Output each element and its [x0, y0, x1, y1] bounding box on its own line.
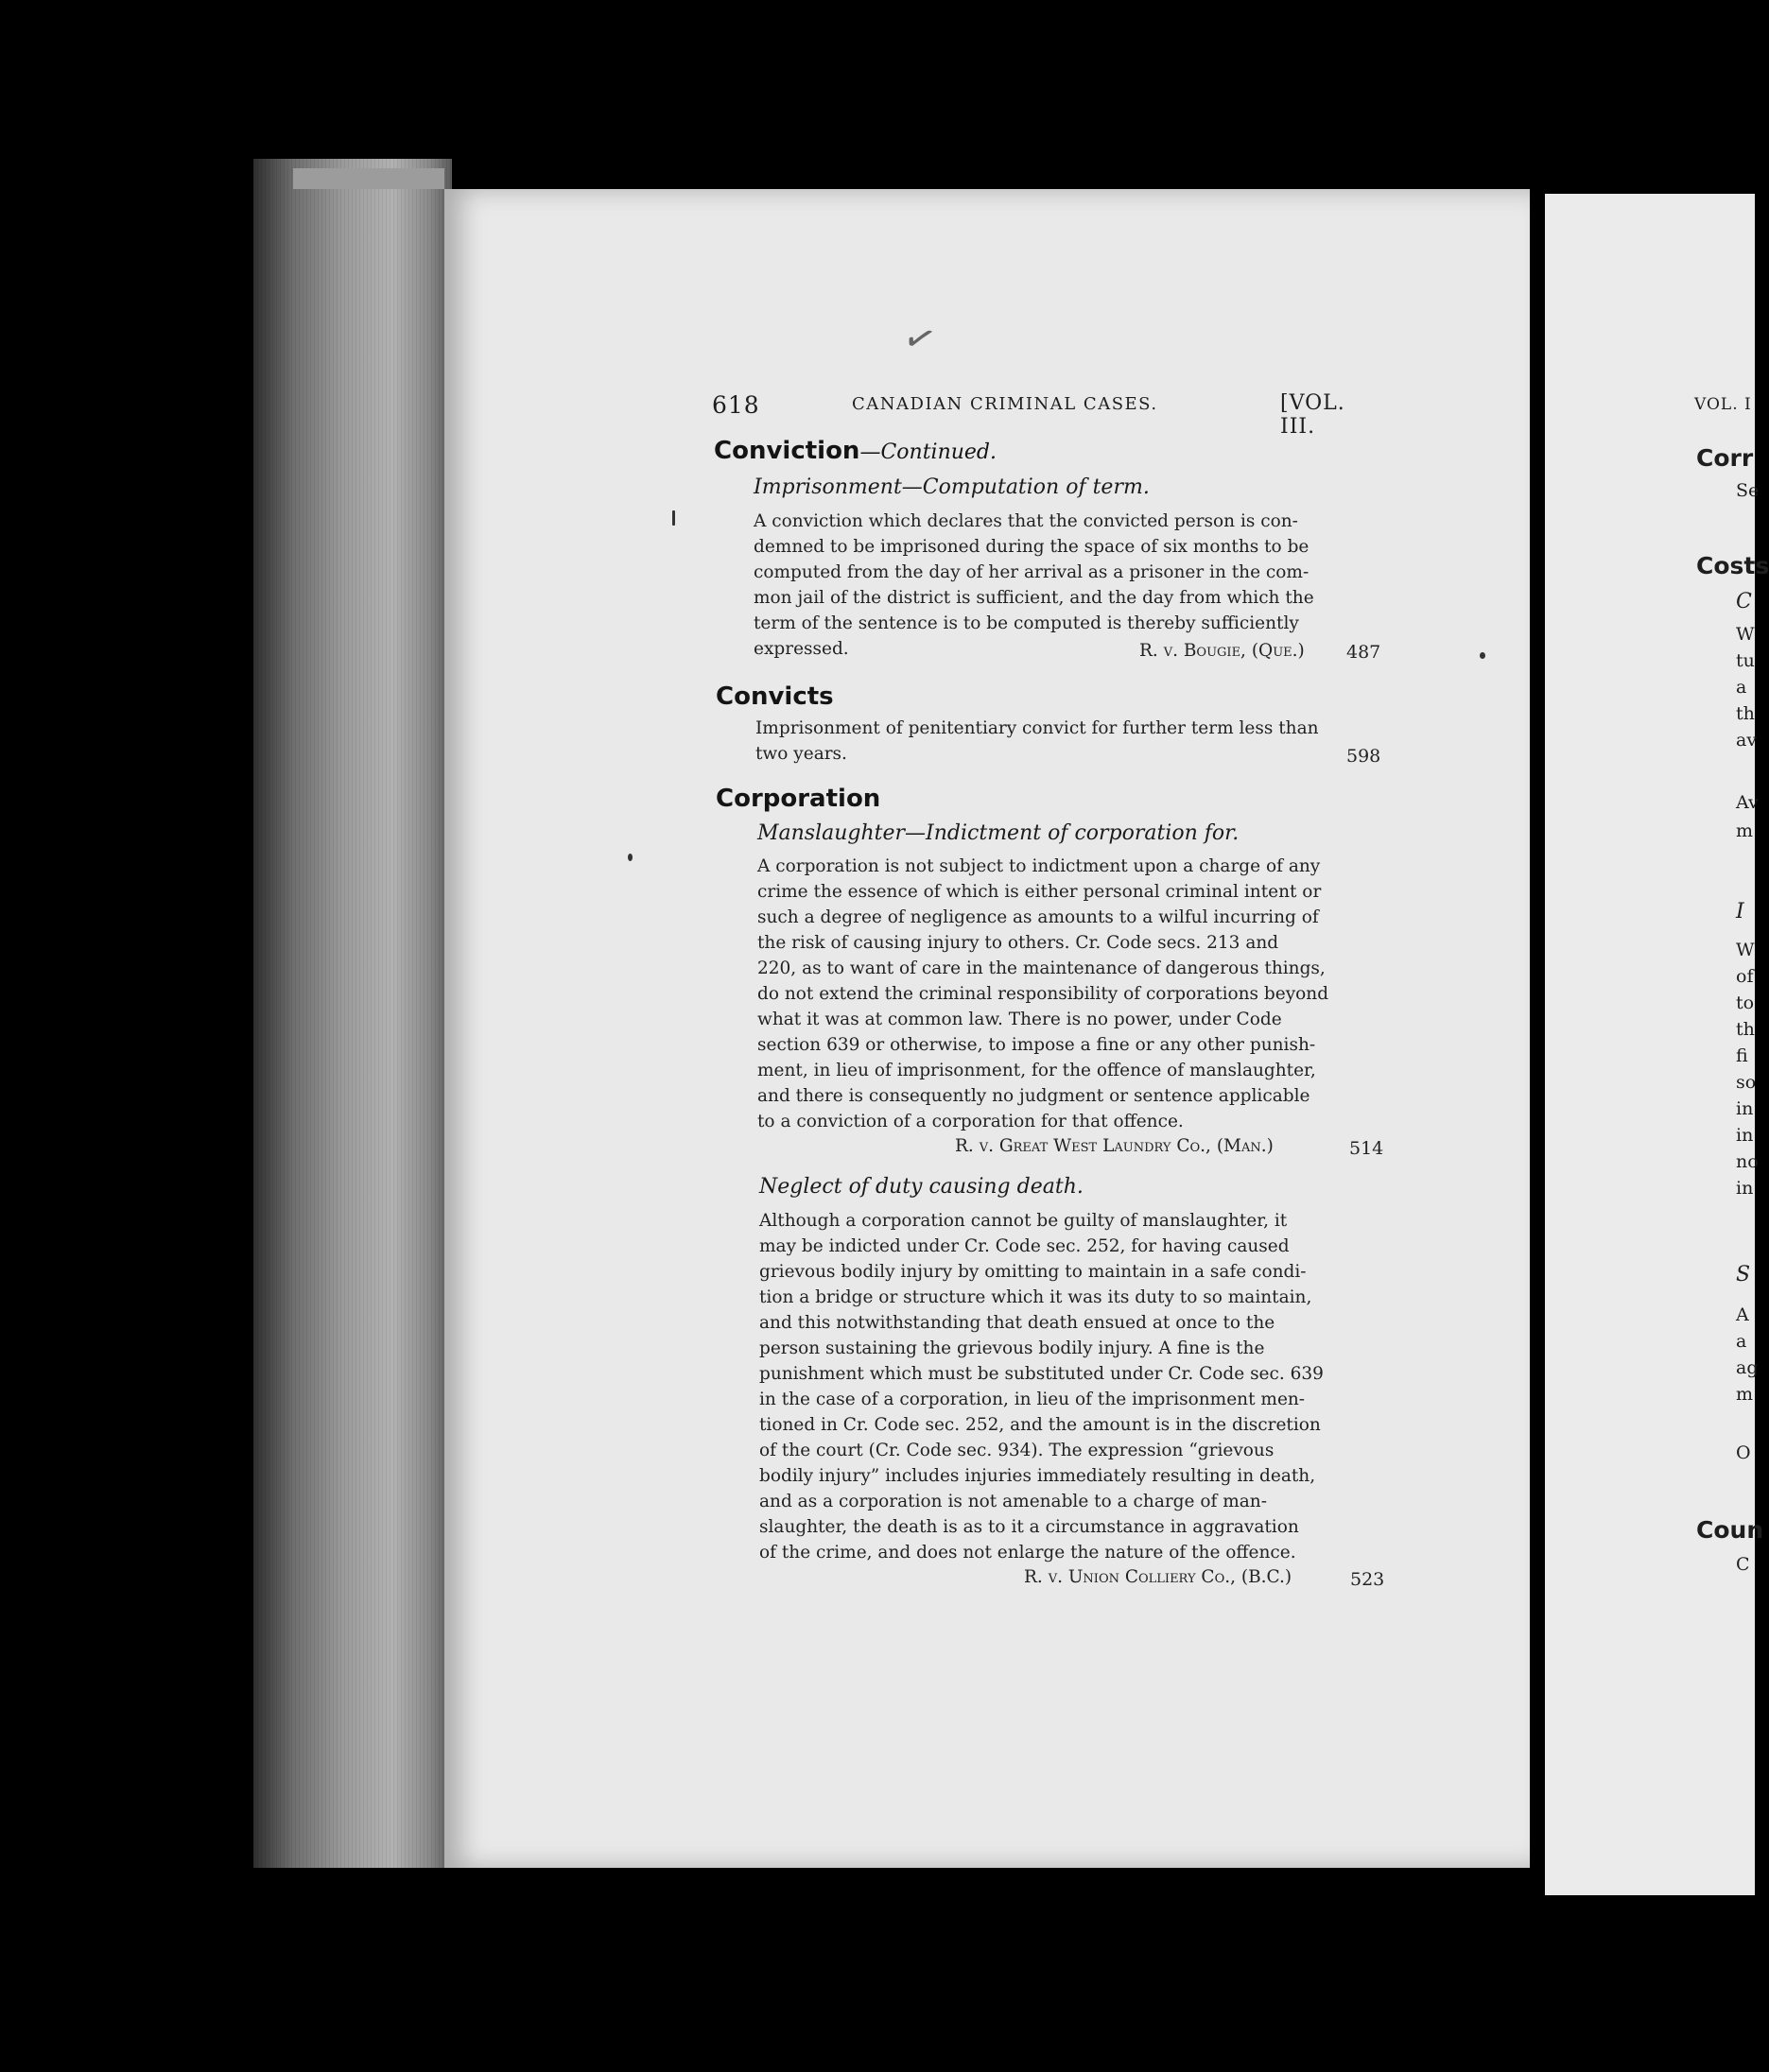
text-line: and this notwithstanding that death ensued at once to the [759, 1313, 1275, 1333]
right-heading-fragment: Costs [1696, 552, 1769, 579]
right-text-fragment: a [1736, 1331, 1747, 1352]
paragraph-imprisonment [754, 509, 1340, 662]
right-text-fragment: fi [1736, 1045, 1748, 1066]
text-line: of the court (Cr. Code sec. 934). The expression “grievous [759, 1441, 1275, 1460]
text-line: what it was at common law. There is no power, under Code [757, 1010, 1282, 1029]
right-text-fragment: tu [1736, 650, 1755, 671]
text-line: expressed. [754, 639, 849, 659]
text-line: punishment which must be substituted under Cr. Code sec. 639 [759, 1364, 1324, 1384]
right-text-fragment: A [1736, 1304, 1749, 1325]
right-text-fragment: in [1736, 1098, 1754, 1119]
right-text-fragment: in [1736, 1125, 1754, 1146]
text-line: of the crime, and does not enlarge the nature of the offence. [759, 1543, 1296, 1563]
pencil-check-mark: ✓ [897, 313, 942, 366]
text-line: bodily injury” includes injuries immediately resulting in death, [759, 1466, 1316, 1486]
right-text-fragment: C [1736, 1554, 1750, 1575]
text-line: in the case of a corporation, in lieu of the imprisonment men- [759, 1390, 1306, 1409]
text-line: to a conviction of a corporation for that offence. [757, 1112, 1184, 1131]
book-top-edge [293, 168, 444, 189]
right-text-fragment: S [1736, 1263, 1751, 1286]
subheading-manslaughter: Manslaughter—Indictment of corporation for. [757, 821, 1240, 845]
text-line: tioned in Cr. Code sec. 252, and the amount is in the discretion [759, 1415, 1321, 1435]
subheading-neglect: Neglect of duty causing death. [759, 1175, 1084, 1199]
text-line: computed from the day of her arrival as a prisoner in the com- [754, 562, 1309, 582]
text-line: grievous bodily injury by omitting to maintain in a safe condi- [759, 1262, 1307, 1282]
text-line: crime the essence of which is either personal criminal intent or [757, 882, 1322, 902]
right-text-fragment: th [1736, 703, 1755, 724]
right-text-fragment: C [1736, 590, 1752, 613]
text-line: such a degree of negligence as amounts to a wilful incurring of [757, 907, 1319, 927]
text-line: A corporation is not subject to indictment upon a charge of any [757, 856, 1321, 876]
right-text-fragment: O [1736, 1442, 1751, 1463]
text-line: two years. [755, 744, 847, 764]
volume-label: [VOL. III. [1280, 391, 1345, 439]
right-page-header: VOL. I [1694, 395, 1752, 414]
text-line: ment, in lieu of imprisonment, for the offence of manslaughter, [757, 1061, 1316, 1080]
reference-page: 523 [1350, 1569, 1385, 1590]
paragraph-convicts [755, 716, 1342, 767]
text-line: 220, as to want of care in the maintenance of dangerous things, [757, 958, 1326, 978]
right-text-fragment: a [1736, 677, 1747, 698]
text-line: mon jail of the district is sufficient, and the day from which the [754, 588, 1314, 608]
reference-page: 487 [1346, 642, 1381, 663]
right-text-fragment: of [1736, 966, 1754, 987]
right-text-fragment: no [1736, 1151, 1759, 1172]
subheading-imprisonment: Imprisonment—Computation of term. [754, 475, 1150, 499]
text-line: may be indicted under Cr. Code sec. 252, for having caused [759, 1236, 1290, 1256]
heading-conviction [714, 437, 997, 465]
ink-speck [672, 510, 675, 526]
page-number: 618 [712, 391, 760, 419]
text-line: Although a corporation cannot be guilty of manslaughter, it [759, 1211, 1288, 1231]
ink-speck [1480, 652, 1485, 659]
page-header [712, 391, 1374, 439]
right-text-fragment: I [1736, 900, 1744, 924]
text-line: term of the sentence is to be computed is thereby sufficiently [754, 613, 1299, 633]
right-text-fragment: to [1736, 993, 1755, 1013]
text-line: person sustaining the grievous bodily injury. A fine is the [759, 1338, 1265, 1358]
reference-page: 598 [1346, 746, 1381, 767]
text-line: A conviction which declares that the convicted person is con- [754, 511, 1298, 531]
continued-label: —Continued. [859, 440, 997, 464]
citation: R. v. Union Colliery Co., (B.C.) [1024, 1567, 1292, 1587]
heading-corporation: Corporation [716, 785, 881, 813]
text-line: the risk of causing injury to others. Cr. Code secs. 213 and [757, 933, 1279, 953]
page-gutter [1530, 189, 1545, 1881]
right-text-fragment: W [1736, 624, 1755, 645]
right-text-fragment: av [1736, 730, 1758, 751]
right-text-fragment: ag [1736, 1357, 1759, 1378]
book-page-edge-lines [253, 159, 452, 1868]
right-text-fragment: th [1736, 1019, 1755, 1040]
text-line: and as a corporation is not amenable to a charge of man- [759, 1492, 1267, 1511]
right-text-fragment: so [1736, 1072, 1757, 1093]
text-line: demned to be imprisoned during the space of six months to be [754, 537, 1309, 557]
ink-speck [628, 854, 633, 861]
text-line: tion a bridge or structure which it was its duty to so maintain, [759, 1287, 1312, 1307]
running-title: CANADIAN CRIMINAL CASES. [852, 394, 1158, 414]
text-line: section 639 or otherwise, to impose a fine or any other punish- [757, 1035, 1316, 1055]
right-text-fragment: Se [1736, 480, 1760, 501]
right-text-fragment: m [1736, 1384, 1754, 1405]
text-line: do not extend the criminal responsibility of corporations beyond [757, 984, 1329, 1004]
right-text-fragment: W [1736, 940, 1755, 960]
right-heading-fragment: Corr [1696, 444, 1754, 472]
text-line: slaughter, the death is as to it a circumstance in aggravation [759, 1517, 1299, 1537]
right-text-fragment: in [1736, 1178, 1754, 1199]
paragraph-neglect [759, 1208, 1344, 1565]
citation: R. v. Bougie, (Que.) [1139, 641, 1305, 661]
heading-convicts: Convicts [716, 682, 834, 711]
text-line: Imprisonment of penitentiary convict for further term less than [755, 718, 1319, 738]
reference-page: 514 [1349, 1138, 1384, 1159]
right-text-fragment: m [1736, 820, 1754, 841]
paragraph-manslaughter [757, 854, 1342, 1134]
heading-text: Conviction [714, 437, 860, 465]
right-heading-fragment: Coun [1696, 1516, 1764, 1544]
text-line: and there is consequently no judgment or sentence applicable [757, 1086, 1310, 1106]
right-text-fragment: Av [1736, 792, 1759, 813]
citation: R. v. Great West Laundry Co., (Man.) [955, 1136, 1274, 1156]
